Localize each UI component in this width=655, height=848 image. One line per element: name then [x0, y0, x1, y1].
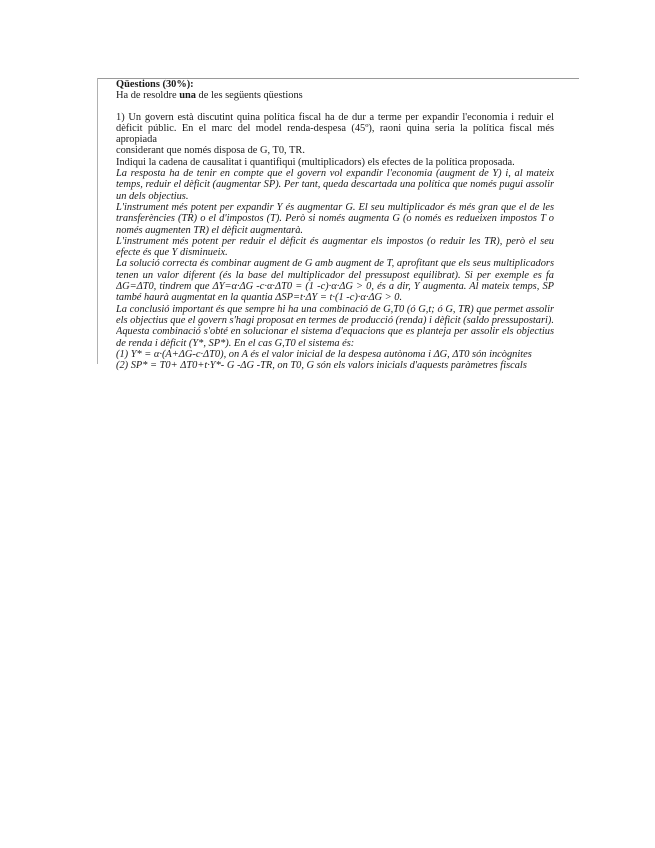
question-line: considerant que només disposa de G, T0, TR.: [116, 145, 305, 157]
answer-line: transferències (TR) o el d'impostos (T). Però si només augmenta G (o només es redueixen impostos T o: [116, 213, 554, 225]
question-line: dèficit públic. En el marc del model renda-despesa (45º), raoni quina seria la política fiscal més apropiada: [116, 122, 554, 146]
question-line: Indiqui la cadena de causalitat i quantifiqui (multiplicadors) els efectes de la política proposada.: [116, 156, 515, 168]
document-content: [116, 79, 554, 371]
answer-line: La conclusió important és que sempre hi ha una combinació de G,T0 (ó G,t; ó G, TR) que permet assolir: [116, 303, 554, 315]
equation-line: (2) SP* = T0+ ΔT0+t·Y*- G -ΔG -TR, on T0, G són els valors inicials d'aquests paràmetres fiscals: [116, 360, 527, 372]
answer-line: Aquesta combinació s'obté en solucionar el sistema d'equacions que es planteja per assolir els objectius: [116, 326, 554, 338]
answer-line: La solució correcta és combinar augment de G amb augment de T, aprofitant que els seus multiplicadors: [116, 258, 554, 270]
answer-line: també haurà augmentat en la quantia ΔSP=t·ΔY = t·(1 -c)·α·ΔG > 0.: [116, 292, 403, 304]
answer-block: [116, 168, 554, 371]
question-block: [116, 112, 554, 168]
answer-line: temps, reduir el dèficit (augmentar SP). Per tant, queda descartada una política que només pugui assolir: [116, 179, 554, 191]
section-instruction: Ha de resoldre una de les següents qüestions: [116, 90, 303, 102]
answer-line: ΔG=ΔT0, tindrem que ΔY=α·ΔG -c·α·ΔT0 = (1 -c)·α·ΔG > 0, és a dir, Y augmenta. Al mateix temps, SP: [116, 281, 554, 293]
answer-line: L'instrument més potent per reduir el dèficit és augmentar els impostos (o reduir les TR), però el seu: [116, 235, 554, 247]
section-title: Qüestions (30%):: [116, 79, 194, 90]
question-line: 1) Un govern està discutint quina política fiscal ha de dur a terme per expandir l'economia i reduir el: [116, 111, 554, 123]
answer-line: La resposta ha de tenir en compte que el govern vol expandir l'economia (augment de Y) i, al mateix: [116, 168, 554, 180]
instruction-emphasis: una: [179, 90, 196, 102]
answer-line: només augmenten TR) el dèficit augmentarà.: [116, 224, 303, 236]
answer-line: de renda i dèficit (Y*, SP*). En el cas G,T0 el sistema és:: [116, 337, 355, 349]
answer-line: efecte és que Y disminueix.: [116, 247, 228, 259]
spacer: [116, 102, 554, 112]
equation-line: (1) Y* = α·(A+ΔG-c·ΔT0), on A és el valor inicial de la despesa autònoma i ΔG, ΔT0 són incògnites: [116, 348, 532, 360]
answer-line: tenen un valor diferent (és la base del multiplicador del pressupost equilibrat). Si per exemple es fa: [116, 269, 554, 281]
left-margin-line: [97, 78, 98, 364]
answer-line: un dels objectius.: [116, 190, 189, 202]
answer-line: L'instrument més potent per expandir Y és augmentar G. El seu multiplicador és més gran que el de les: [116, 201, 554, 213]
answer-line: els objectius que el govern s'hagi proposat en termes de producció (renda) i dèficit (saldo pressupostari).: [116, 314, 554, 326]
